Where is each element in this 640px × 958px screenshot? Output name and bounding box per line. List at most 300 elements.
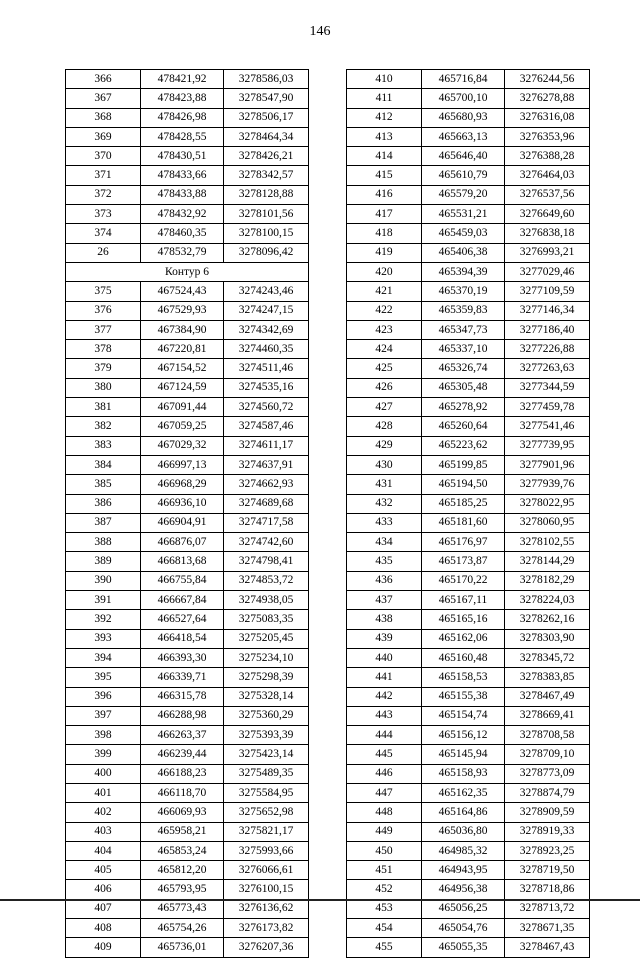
coord-x: 465055,35 [422,938,505,957]
table-row [347,687,590,706]
coord-x: 465194,50 [422,475,505,494]
coord-y: 3275993,66 [224,841,309,860]
table-row [66,764,309,783]
table-row [347,629,590,648]
point-number: 374 [66,224,141,243]
coord-x: 467029,32 [141,436,224,455]
point-number: 440 [347,648,422,667]
table-row [347,320,590,339]
table-row [347,378,590,397]
page-bottom-edge [0,899,640,901]
coord-x: 465394,39 [422,262,505,281]
coord-y: 3275821,17 [224,822,309,841]
table-row [66,899,309,918]
table-row [66,436,309,455]
coord-y: 3278426,21 [224,147,309,166]
coord-x: 466263,37 [141,726,224,745]
point-number: 388 [66,533,141,552]
table-row [66,513,309,532]
coord-y: 3274247,15 [224,301,309,320]
coord-y: 3274938,05 [224,591,309,610]
coord-y: 3274460,35 [224,340,309,359]
table-row [66,205,309,224]
point-number: 366 [66,70,141,89]
point-number: 373 [66,205,141,224]
coordinates-table-left [65,69,309,958]
coord-y: 3274511,46 [224,359,309,378]
coord-y: 3275360,29 [224,706,309,725]
coord-y: 3278102,55 [505,533,590,552]
point-number: 377 [66,320,141,339]
coord-x: 465154,74 [422,706,505,725]
coord-y: 3275298,39 [224,668,309,687]
coord-x: 466118,70 [141,783,224,802]
coord-x: 467124,59 [141,378,224,397]
table-row [347,938,590,957]
coord-y: 3276353,96 [505,127,590,146]
table-row [347,803,590,822]
point-number: 406 [66,880,141,899]
table-row [347,359,590,378]
point-number: 389 [66,552,141,571]
coord-x: 467154,52 [141,359,224,378]
coord-y: 3277226,88 [505,340,590,359]
coord-y: 3277739,95 [505,436,590,455]
coord-y: 3278669,41 [505,706,590,725]
coord-x: 478423,88 [141,89,224,108]
table-row [347,706,590,725]
point-number: 454 [347,919,422,938]
point-number: 448 [347,803,422,822]
coord-y: 3276993,21 [505,243,590,262]
point-number: 379 [66,359,141,378]
coord-x: 465646,40 [422,147,505,166]
table-row [66,610,309,629]
coord-x: 466527,64 [141,610,224,629]
coord-y: 3275393,39 [224,726,309,745]
point-number: 446 [347,764,422,783]
coord-x: 467524,43 [141,282,224,301]
contour-header-row [66,262,309,281]
coord-y: 3274742,60 [224,533,309,552]
table-row [347,282,590,301]
coord-x: 467059,25 [141,417,224,436]
table-row [347,301,590,320]
coord-x: 465359,83 [422,301,505,320]
table-row [347,70,590,89]
table-row [347,726,590,745]
coord-x: 465579,20 [422,185,505,204]
table-row [66,340,309,359]
point-number: 444 [347,726,422,745]
coord-x: 465145,94 [422,745,505,764]
table-row [66,417,309,436]
coord-y: 3275423,14 [224,745,309,764]
table-row [347,127,590,146]
coord-y: 3276066,61 [224,861,309,880]
table-row [347,513,590,532]
coord-x: 465056,25 [422,899,505,918]
table-row [66,938,309,957]
coord-x: 465036,80 [422,822,505,841]
point-number: 429 [347,436,422,455]
coord-x: 465162,35 [422,783,505,802]
coord-x: 466667,84 [141,591,224,610]
coord-x: 467091,44 [141,398,224,417]
coord-x: 465793,95 [141,880,224,899]
coord-y: 3276173,82 [224,919,309,938]
point-number: 383 [66,436,141,455]
point-number: 443 [347,706,422,725]
point-number: 455 [347,938,422,957]
coord-x: 478532,79 [141,243,224,262]
coord-y: 3276278,88 [505,89,590,108]
coord-y: 3274637,91 [224,455,309,474]
coord-y: 3274560,72 [224,398,309,417]
coord-y: 3278506,17 [224,108,309,127]
table-row [347,455,590,474]
coord-x: 466188,23 [141,764,224,783]
coord-y: 3278383,85 [505,668,590,687]
coord-y: 3278144,29 [505,552,590,571]
point-number: 368 [66,108,141,127]
coord-x: 465181,60 [422,513,505,532]
coord-y: 3278547,90 [224,89,309,108]
point-number: 370 [66,147,141,166]
coord-y: 3277109,59 [505,282,590,301]
coord-y: 3275328,14 [224,687,309,706]
table-row [66,726,309,745]
coord-x: 466069,93 [141,803,224,822]
point-number: 428 [347,417,422,436]
coord-y: 3275584,95 [224,783,309,802]
coord-y: 3278467,49 [505,687,590,706]
coord-x: 465370,19 [422,282,505,301]
coord-y: 3275489,35 [224,764,309,783]
table-row [347,648,590,667]
table-row [66,301,309,320]
table-row [66,533,309,552]
point-number: 426 [347,378,422,397]
table-row [347,764,590,783]
coord-y: 3274587,46 [224,417,309,436]
coord-x: 467529,93 [141,301,224,320]
coord-x: 478421,92 [141,70,224,89]
coord-y: 3276464,03 [505,166,590,185]
coord-y: 3274662,93 [224,475,309,494]
coord-y: 3278303,90 [505,629,590,648]
coord-y: 3274342,69 [224,320,309,339]
coord-x: 466339,71 [141,668,224,687]
coord-y: 3274611,17 [224,436,309,455]
coord-x: 465054,76 [422,919,505,938]
table-row [347,262,590,281]
coord-x: 465173,87 [422,552,505,571]
table-row [66,185,309,204]
table-row [66,591,309,610]
coord-x: 466393,30 [141,648,224,667]
point-number: 393 [66,629,141,648]
coord-y: 3274243,46 [224,282,309,301]
coord-y: 3278262,16 [505,610,590,629]
table-row [66,70,309,89]
table-row [66,494,309,513]
table-row [347,591,590,610]
point-number: 387 [66,513,141,532]
coord-y: 3277541,46 [505,417,590,436]
coord-y: 3278919,33 [505,822,590,841]
point-number: 413 [347,127,422,146]
table-row [66,243,309,262]
table-row [347,861,590,880]
coord-x: 465156,12 [422,726,505,745]
point-number: 405 [66,861,141,880]
coord-x: 466936,10 [141,494,224,513]
coord-x: 465165,16 [422,610,505,629]
point-number: 369 [66,127,141,146]
table-row [347,243,590,262]
coord-x: 478433,88 [141,185,224,204]
coord-y: 3277344,59 [505,378,590,397]
point-number: 407 [66,899,141,918]
point-number: 378 [66,340,141,359]
coord-x: 466315,78 [141,687,224,706]
table-row [66,147,309,166]
point-number: 451 [347,861,422,880]
coord-x: 464943,95 [422,861,505,880]
table-row [66,668,309,687]
table-row [347,610,590,629]
point-number: 391 [66,591,141,610]
coord-x: 465278,92 [422,398,505,417]
table-row [347,224,590,243]
coord-y: 3276649,60 [505,205,590,224]
point-number: 436 [347,571,422,590]
table-row [66,282,309,301]
table-row [66,687,309,706]
point-number: 384 [66,455,141,474]
coord-x: 465223,62 [422,436,505,455]
coord-y: 3278060,95 [505,513,590,532]
point-number: 396 [66,687,141,706]
point-number: 431 [347,475,422,494]
table-row [66,783,309,802]
point-number: 371 [66,166,141,185]
coord-y: 3278586,03 [224,70,309,89]
coord-x: 465853,24 [141,841,224,860]
coord-y: 3278345,72 [505,648,590,667]
point-number: 401 [66,783,141,802]
table-row [347,166,590,185]
point-number: 416 [347,185,422,204]
coord-x: 465700,10 [422,89,505,108]
table-row [347,552,590,571]
coord-x: 465610,79 [422,166,505,185]
point-number: 394 [66,648,141,667]
table-row [347,340,590,359]
coord-x: 466968,29 [141,475,224,494]
point-number: 425 [347,359,422,378]
coord-y: 3276838,18 [505,224,590,243]
point-number: 438 [347,610,422,629]
point-number: 419 [347,243,422,262]
coord-x: 466755,84 [141,571,224,590]
coord-y: 3274853,72 [224,571,309,590]
coord-y: 3278773,09 [505,764,590,783]
table-row [347,533,590,552]
point-number: 442 [347,687,422,706]
table-row [347,822,590,841]
coord-x: 465459,03 [422,224,505,243]
point-number: 410 [347,70,422,89]
coord-y: 3277186,40 [505,320,590,339]
table-row [66,320,309,339]
coord-y: 3274798,41 [224,552,309,571]
table-row [347,398,590,417]
coord-x: 465754,26 [141,919,224,938]
coord-x: 465185,25 [422,494,505,513]
point-number: 415 [347,166,422,185]
coord-y: 3277901,96 [505,455,590,474]
table-row [66,475,309,494]
point-number: 447 [347,783,422,802]
point-number: 395 [66,668,141,687]
coord-y: 3278224,03 [505,591,590,610]
point-number: 453 [347,899,422,918]
coord-y: 3278022,95 [505,494,590,513]
point-number: 372 [66,185,141,204]
coord-x: 465716,84 [422,70,505,89]
coord-x: 478426,98 [141,108,224,127]
coord-x: 466288,98 [141,706,224,725]
point-number: 380 [66,378,141,397]
point-number: 450 [347,841,422,860]
coord-y: 3277939,76 [505,475,590,494]
coord-y: 3274717,58 [224,513,309,532]
coord-x: 466904,91 [141,513,224,532]
coord-y: 3275083,35 [224,610,309,629]
table-row [347,185,590,204]
table-row [347,108,590,127]
point-number: 434 [347,533,422,552]
point-number: 398 [66,726,141,745]
point-number: 26 [66,243,141,262]
coord-y: 3278467,43 [505,938,590,957]
table-row [347,745,590,764]
contour-label: Контур 6 [66,262,309,281]
coord-y: 3275234,10 [224,648,309,667]
coord-x: 478432,92 [141,205,224,224]
coord-x: 465812,20 [141,861,224,880]
table-row [66,841,309,860]
point-number: 441 [347,668,422,687]
point-number: 420 [347,262,422,281]
table-row [66,803,309,822]
coord-y: 3278101,56 [224,205,309,224]
table-row [66,359,309,378]
point-number: 418 [347,224,422,243]
coord-x: 465531,21 [422,205,505,224]
point-number: 435 [347,552,422,571]
point-number: 427 [347,398,422,417]
coord-x: 465155,38 [422,687,505,706]
coord-y: 3278713,72 [505,899,590,918]
point-number: 404 [66,841,141,860]
table-row [347,205,590,224]
coord-x: 465167,11 [422,591,505,610]
coord-x: 466239,44 [141,745,224,764]
coord-x: 466418,54 [141,629,224,648]
table-row [347,783,590,802]
coord-y: 3276207,36 [224,938,309,957]
coord-y: 3276316,08 [505,108,590,127]
point-number: 386 [66,494,141,513]
point-number: 422 [347,301,422,320]
point-number: 390 [66,571,141,590]
coord-y: 3276244,56 [505,70,590,89]
coord-x: 464956,38 [422,880,505,899]
table-row [66,745,309,764]
point-number: 376 [66,301,141,320]
table-row [347,919,590,938]
point-number: 397 [66,706,141,725]
table-row [66,706,309,725]
coord-x: 465162,06 [422,629,505,648]
coord-y: 3278182,29 [505,571,590,590]
coord-y: 3275205,45 [224,629,309,648]
table-row [66,166,309,185]
coord-y: 3278342,57 [224,166,309,185]
coord-y: 3278874,79 [505,783,590,802]
coord-y: 3277263,63 [505,359,590,378]
table-row [66,224,309,243]
coord-x: 465260,64 [422,417,505,436]
table-row [66,127,309,146]
coord-x: 465199,85 [422,455,505,474]
coord-x: 465773,43 [141,899,224,918]
point-number: 423 [347,320,422,339]
table-row [347,147,590,166]
coord-x: 465347,73 [422,320,505,339]
coord-y: 3278100,15 [224,224,309,243]
table-row [347,899,590,918]
table-row [66,880,309,899]
point-number: 399 [66,745,141,764]
coord-x: 465170,22 [422,571,505,590]
coord-y: 3278096,42 [224,243,309,262]
coord-x: 465663,13 [422,127,505,146]
table-row [66,89,309,108]
coord-x: 467220,81 [141,340,224,359]
coord-y: 3278923,25 [505,841,590,860]
point-number: 452 [347,880,422,899]
table-row [66,919,309,938]
coord-y: 3278909,59 [505,803,590,822]
coord-y: 3275652,98 [224,803,309,822]
table-row [347,417,590,436]
table-row [347,571,590,590]
point-number: 381 [66,398,141,417]
point-number: 385 [66,475,141,494]
coord-x: 478430,51 [141,147,224,166]
coord-y: 3278709,10 [505,745,590,764]
point-number: 439 [347,629,422,648]
coord-x: 465958,21 [141,822,224,841]
coord-y: 3274535,16 [224,378,309,397]
coord-y: 3274689,68 [224,494,309,513]
table-row [66,455,309,474]
coord-x: 465158,53 [422,668,505,687]
